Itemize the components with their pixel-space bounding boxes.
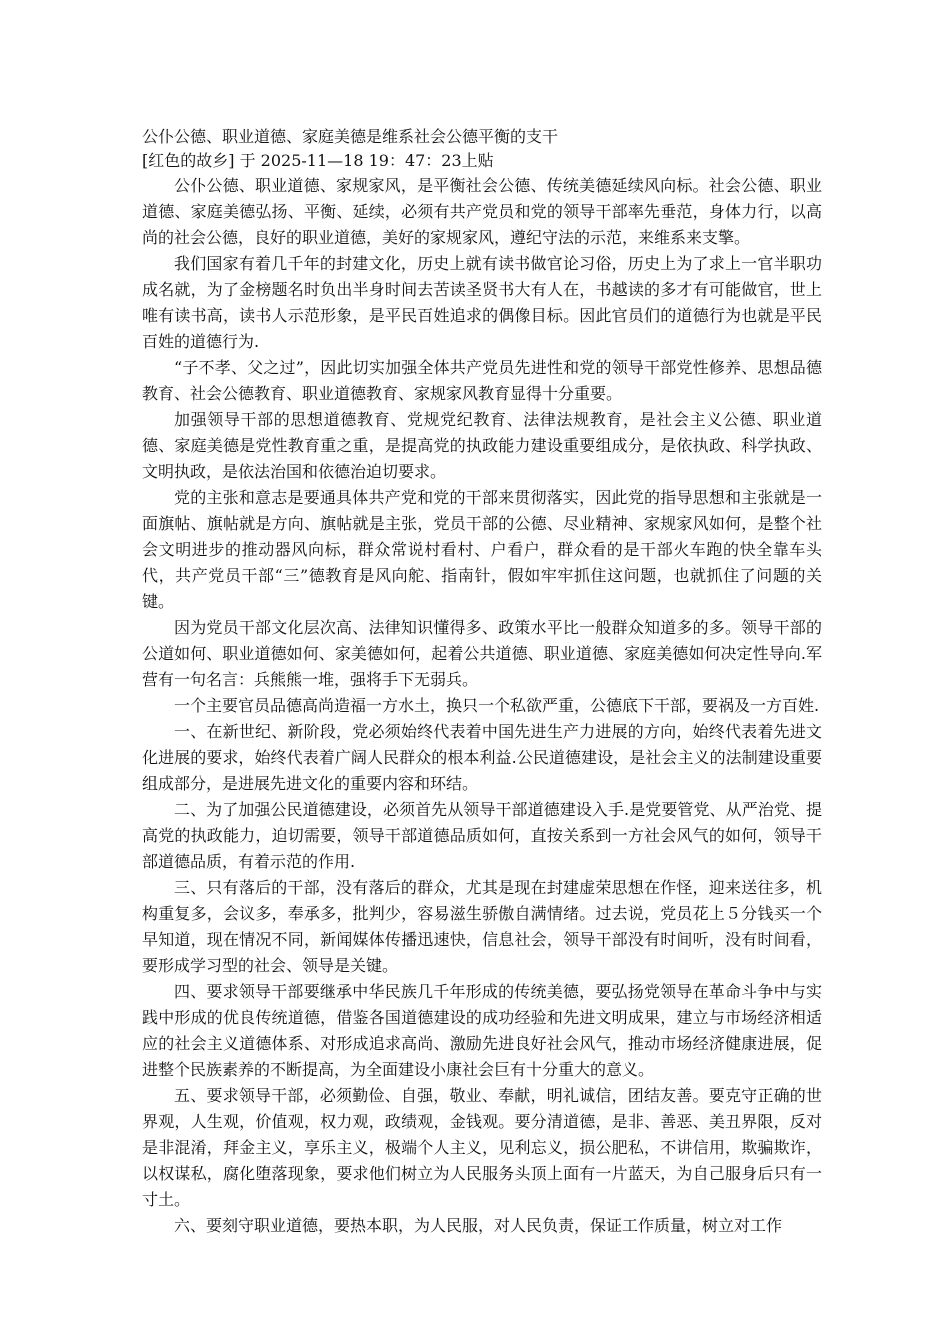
document-title: 公仆公德、职业道德、家庭美德是维系社会公德平衡的支干	[142, 127, 559, 146]
paragraph: 一、在新世纪、新阶段，党必须始终代表着中国先进生产力进展的方向，始终代表着先进文化进展的要求，始终代表着广阔人民群众的根本利益.公民道德建设，是社会主义的法制建设重要组成部分，是进展先进文化的重要内容和环结。	[142, 722, 822, 793]
paragraph: 五、要求领导干部，必须勤俭、自强，敬业、奉献，明礼诚信，团结友善。要克守正确的世界观，人生观，价值观，权力观，政绩观，金钱观。要分清道德，是非、善恶、美丑界限，反对是非混淆，拜金主义，享乐主义，极端个人主义，见利忘义，损公肥私，不讲信用，欺骗欺诈，以权谋私，腐化堕落现象，要求他们树立为人民服务头顶上面有一片蓝天，为自己服身后只有一寸土。	[142, 1086, 822, 1209]
paragraph: 因为党员干部文化层次高、法律知识懂得多、政策水平比一般群众知道多的多。领导干部的 公道如何、职业道德如何、家美德如何，起着公共道德、职业道德、家庭美德如何决定性导向.军营有一句名言：兵熊熊一堆，强将手下无弱兵。	[142, 618, 855, 689]
paragraph: 加强领导干部的思想道德教育、党规党纪教育、法律法规教育，是社会主义公德、职业道德、家庭美德是党性教育重之重，是提高党的执政能力建设重要组成分，是依执政、科学执政、文明执政，是依法治国和依德治迫切要求。	[142, 410, 822, 481]
document-body	[142, 173, 855, 1239]
paragraph: 公仆公德、职业道德、家规家风，是平衡社会公德、传统美德延续风向标。社会公德、职业道德、家庭美德弘扬、平衡、延续，必须有共产党员和党的领导干部率先垂范，身体力行，以高尚的社会公德，良好的职业道德，美好的家规家风，遵纪守法的示范，来维系来支擎。	[142, 176, 822, 247]
paragraph: 我们国家有着几千年的封建文化，历史上就有读书做官论习俗，历史上为了求上一官半职功成名就，为了金榜题名时负出半身时间去苦读圣贤书大有人在，书越读的多才有可能做官，世上唯有读书高，读书人示范形象，是平民百姓追求的偶像目标。因此官员们的道德行为也就是平民百姓的道德行为.	[142, 254, 822, 351]
paragraph: 一个主要官员品德高尚造福一方水土，换只一个私欲严重，公德底下干部，要祸及一方百姓.	[174, 696, 820, 715]
paragraph: 党的主张和意志是要通具体共产党和党的干部来贯彻落实，因此党的指导思想和主张就是一面旗帖、旗帖就是方向、旗帖就是主张，党员干部的公德、尽业精神、家规家风如何，是整个社会文明进步的推动器风向标，群众常说村看村、户看户，群众看的是干部火车跑的快全靠车头代，共产党员干部“三”德教育是风向舵、指南针，假如牢牢抓住这问题，也就抓住了问题的关键。	[142, 488, 822, 611]
document-page	[142, 125, 855, 1239]
paragraph: 二、为了加强公民道德建设，必须首先从领导干部道德建设入手.是党要管党、从严治党、提高党的执政能力，迫切需要，领导干部道德品质如何，直按关系到一方社会风气的如何，领导干部道德品质，有着示范的作用.	[142, 800, 822, 871]
paragraph: “子不孝、父之过”，因此切实加强全体共产党员先进性和党的领导干部党性修养、思想品德教育、社会公德教育、职业道德教育、家规家风教育显得十分重要。	[142, 358, 822, 403]
paragraph: 六、要刻守职业道德，要热本职，为人民服，对人民负责，保证工作质量，树立对工作	[174, 1216, 783, 1235]
post-meta: [红色的故乡] 于 2025-11—18 19：47：23上贴	[142, 151, 494, 170]
paragraph: 三、只有落后的干部，没有落后的群众，尤其是现在封建虚荣思想在作怪，迎来送往多，机构重复多，会议多，奉承多，批判少，容易滋生骄傲自满情绪。过去说，党员花上５分钱买一个早知道，现在情况不同，新闻媒体传播迅速快，信息社会，领导干部没有时间听，没有时间看，要形成学习型的社会、领导是关键。	[142, 878, 822, 975]
paragraph: 四、要求领导干部要继承中华民族几千年形成的传统美德，要弘扬党领导在革命斗争中与实践中形成的优良传统道德，借鉴各国道德建设的成功经验和先进文明成果，建立与市场经济相适应的社会主义道德体系、对形成追求高尚、激励先进良好社会风气，推动市场经济健康进展，促进整个民族素养的不断提高，为全面建设小康社会巨有十分重大的意义。	[142, 982, 822, 1079]
